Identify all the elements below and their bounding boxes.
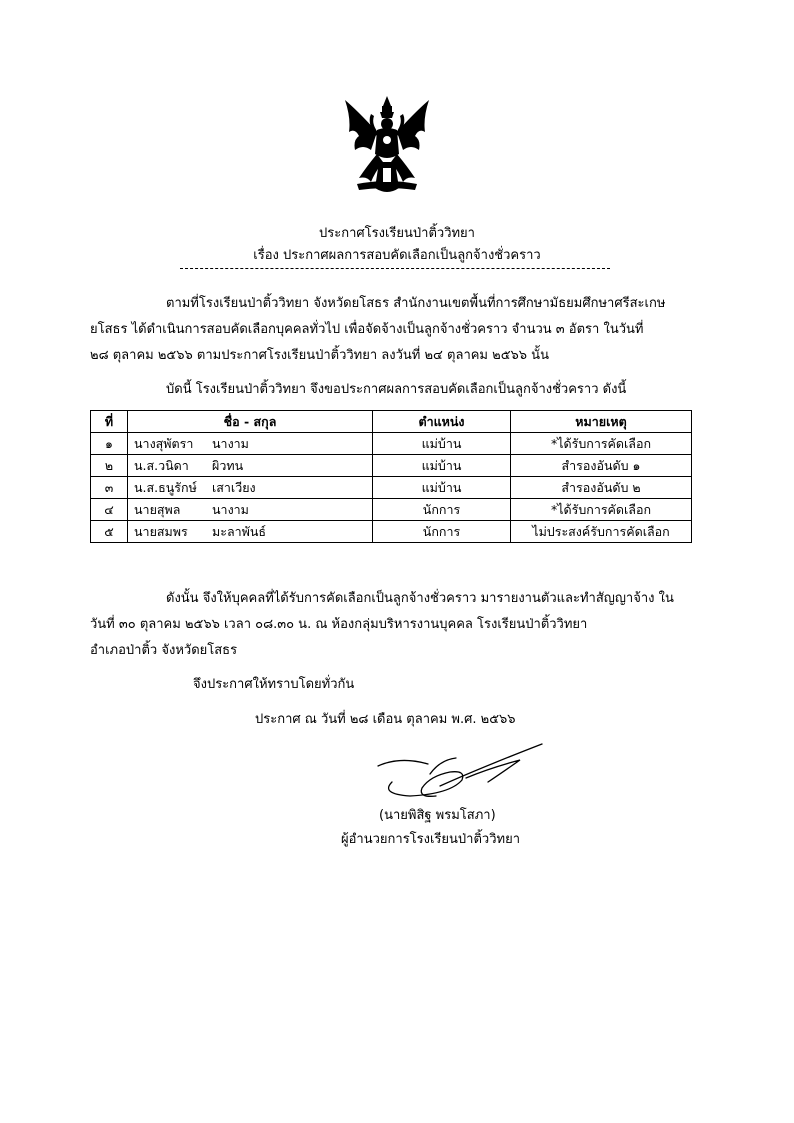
paragraph-3-line-1: ดังนั้น จึงให้บุคคลที่ได้รับการคัดเลือกเป็นลูกจ้างชั่วคราว มารายงานตัวและทำสัญญาจ้าง ใน [166,591,674,606]
row-position: แม่บ้าน [373,455,511,477]
row-name [128,433,373,455]
row-no: ๓ [91,477,128,499]
header-name: ชื่อ - สกุล [128,411,373,433]
paragraph-1-line-1: ตามที่โรงเรียนป่าติ้ววิทยา จังหวัดยโสธร สำนักงานเขตพื้นที่การศึกษามัธยมศึกษาศรีสะเกษ [166,296,666,311]
row-position: นักการ [373,521,511,543]
signer-title: ผู้อำนวยการโรงเรียนป่าติ้ววิทยา [341,832,521,847]
first-name: นายสุพล [134,501,181,517]
row-note: สำรองอันดับ ๑ [511,455,692,477]
row-no: ๑ [91,433,128,455]
divider [180,268,610,269]
row-no: ๕ [91,521,128,543]
table-row [91,455,692,477]
paragraph-3-line-3: อำเภอป่าติ้ว จังหวัดยโสธร [90,643,238,658]
last-name: มะลาพันธ์ [212,523,267,539]
row-note: ไม่ประสงค์รับการคัดเลือก [511,521,692,543]
table-row [91,521,692,543]
row-name [128,455,373,477]
announcement-title: ประกาศโรงเรียนป่าติ้ววิทยา [319,226,475,241]
first-name: น.ส.วนิดา [134,457,189,473]
header-note: หมายเหตุ [511,411,692,433]
garuda-emblem-icon [337,92,437,200]
handwritten-signature-icon [370,738,550,808]
row-no: ๔ [91,499,128,521]
paragraph-1-line-3: ๒๘ ตุลาคม ๒๕๖๖ ตามประกาศโรงเรียนป่าติ้ววิทยา ลงวันที่ ๒๔ ตุลาคม ๒๕๖๖ นั้น [90,348,549,363]
row-name [128,521,373,543]
last-name: เสาเวียง [212,479,256,495]
row-name [128,499,373,521]
announcement-subject: เรื่อง ประกาศผลการสอบคัดเลือกเป็นลูกจ้างชั่วคราว [253,248,541,263]
paragraph-1-line-2: ยโสธร ได้ดำเนินการสอบคัดเลือกบุคคลทั่วไป เพื่อจัดจ้างเป็นลูกจ้างชั่วคราว จำนวน ๓ อัตรา ในวันที่ [90,322,644,337]
header-position: ตำแหน่ง [373,411,511,433]
last-name: นางาม [212,435,249,451]
first-name: นายสมพร [134,523,188,539]
row-note: *ได้รับการคัดเลือก [511,499,692,521]
row-position: แม่บ้าน [373,433,511,455]
last-name: นางาม [212,501,249,517]
row-note: *ได้รับการคัดเลือก [511,433,692,455]
row-no: ๒ [91,455,128,477]
row-name [128,477,373,499]
paragraph-3-line-2: วันที่ ๓๐ ตุลาคม ๒๕๖๖ เวลา ๐๘.๓๐ น. ณ ห้องกลุ่มบริหารงานบุคคล โรงเรียนป่าติ้ววิทยา [90,617,588,632]
first-name: น.ส.ธนูรักษ์ [134,479,197,495]
signer-name: (นายพิสิฐ พรมโสภา) [379,808,496,823]
header-no: ที่ [91,411,128,433]
table-row [91,499,692,521]
table-row [91,433,692,455]
results-table [90,410,692,543]
paragraph-2: บัดนี้ โรงเรียนป่าติ้ววิทยา จึงขอประกาศผลการสอบคัดเลือกเป็นลูกจ้างชั่วคราว ดังนี้ [166,382,627,397]
announce-date: ประกาศ ณ วันที่ ๒๘ เดือน ตุลาคม พ.ศ. ๒๕๖๖ [255,712,516,727]
first-name: นางสุพัตรา [134,435,194,451]
table-header-row [91,411,692,433]
row-position: แม่บ้าน [373,477,511,499]
announce-closing: จึงประกาศให้ทราบโดยทั่วกัน [193,677,355,692]
row-position: นักการ [373,499,511,521]
row-note: สำรองอันดับ ๒ [511,477,692,499]
last-name: ผิวทน [212,457,244,473]
table-row [91,477,692,499]
